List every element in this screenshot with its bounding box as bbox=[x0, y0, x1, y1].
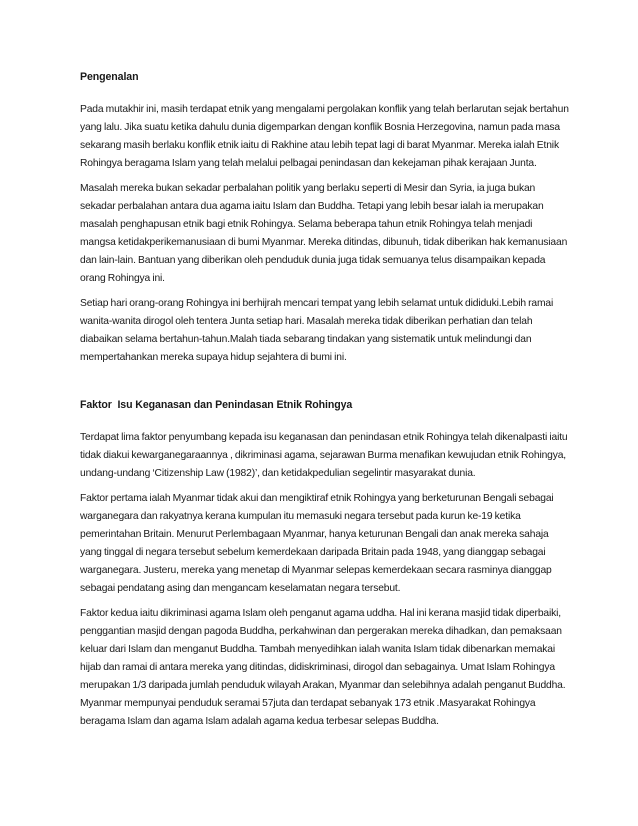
paragraph: Pada mutakhir ini, masih terdapat etnik yang mengalami pergolakan konflik yang telah berlarutan sejak bertahun yang lalu. Jika suatu ketika dahulu dunia digemparkan dengan konflik Bosnia Herzegovina, namun pada masa sekarang masih berlaku konflik etnik iaitu di Rakhine atau lebih tepat lagi di barat Myanmar. Mereka ialah Etnik Rohingya beragama Islam yang telah melalui pelbagai penindasan dan kekejaman pihak kerajaan Junta. bbox=[80, 104, 569, 169]
paragraph: Faktor pertama ialah Myanmar tidak akui dan mengiktiraf etnik Rohingya yang berketurunan Bengali sebagai warganegara dan rakyatnya kerana kumpulan itu memasuki negara tersebut pada kurun ke-19 ketika pemerintahan Britain. Menurut Perlembagaan Myanmar, hanya keturunan Bengali dan anak mereka sahaja yang tinggal di negara tersebut sebelum kemerdekaan daripada Britain pada 1948, yang dianggap sebagai warganegara. Justeru, mereka yang menetap di Myanmar selepas kemerdekaan secara rasminya dianggap sebagai pendatang asing dan mengancam keselamatan negara tersebut. bbox=[80, 493, 554, 594]
paragraph: Terdapat lima faktor penyumbang kepada isu keganasan dan penindasan etnik Rohingya telah dikenalpasti iaitu tidak diakui kewarganegaraannya , dikriminasi agama, sejarawan Burma menafikan kewujudan etnik Rohingya, undang-undang ‘Citizenship Law (1982)’, dan ketidakpedulian segelintir masyarakat dunia. bbox=[80, 432, 568, 479]
section-faktor bbox=[80, 398, 570, 731]
paragraph: Masalah mereka bukan sekadar perbalahan politik yang berlaku seperti di Mesir dan Syria, ia juga bukan sekadar perbalahan antara dua agama iaitu Islam dan Buddha. Tetapi yang lebih besar ialah ia merupakan masalah penghapusan etnik bagi etnik Rohingya. Selama beberapa tahun etnik Rohingya telah menjadi mangsa ketidakperikemanusiaan di bumi Myanmar. Mereka ditindas, dibunuh, tidak diberikan hak kemanusiaan dan lain-lain. Bantuan yang diberikan oleh penduduk dunia juga tidak semuanya telus disampaikan kepada orang Rohingya ini. bbox=[80, 183, 568, 284]
document-page bbox=[80, 70, 570, 738]
section-spacer bbox=[80, 374, 570, 398]
section-pengenalan bbox=[80, 70, 570, 367]
paragraph: Faktor kedua iaitu dikriminasi agama Islam oleh penganut agama uddha. Hal ini kerana masjid tidak diperbaiki, penggantian masjid dengan pagoda Buddha, perkahwinan dan pergerakan mereka dihadkan, dan pemaksaan keluar dari Islam dan menganut Buddha. Tambah menyedihkan ialah wanita Islam tidak dibenarkan memakai hijab dan ramai di antara mereka yang ditindas, didiskriminasi, dirogol dan sebagainya. Umat Islam Rohingya merupakan 1/3 daripada jumlah penduduk wilayah Arakan, Myanmar dan selebihnya adalah penganut Buddha. Myanmar mempunyai penduduk seramai 57juta dan terdapat sebanyak 173 etnik .Masyarakat Rohingya beragama Islam dan agama Islam adalah agama kedua terbesar selepas Buddha. bbox=[80, 608, 566, 727]
section-heading: Faktor Isu Keganasan dan Penindasan Etnik Rohingya bbox=[80, 399, 353, 411]
section-heading: Pengenalan bbox=[80, 71, 139, 83]
paragraph: Setiap hari orang-orang Rohingya ini berhijrah mencari tempat yang lebih selamat untuk dididuki.Lebih ramai wanita-wanita dirogol oleh tentera Junta setiap hari. Masalah mereka tidak diberikan perhatian dan telah diabaikan selama bertahun-tahun.Malah tiada sebarang tindakan yang sistematik untuk melindungi dan mempertahankan mereka supaya hidup sejahtera di bumi ini. bbox=[80, 298, 554, 363]
